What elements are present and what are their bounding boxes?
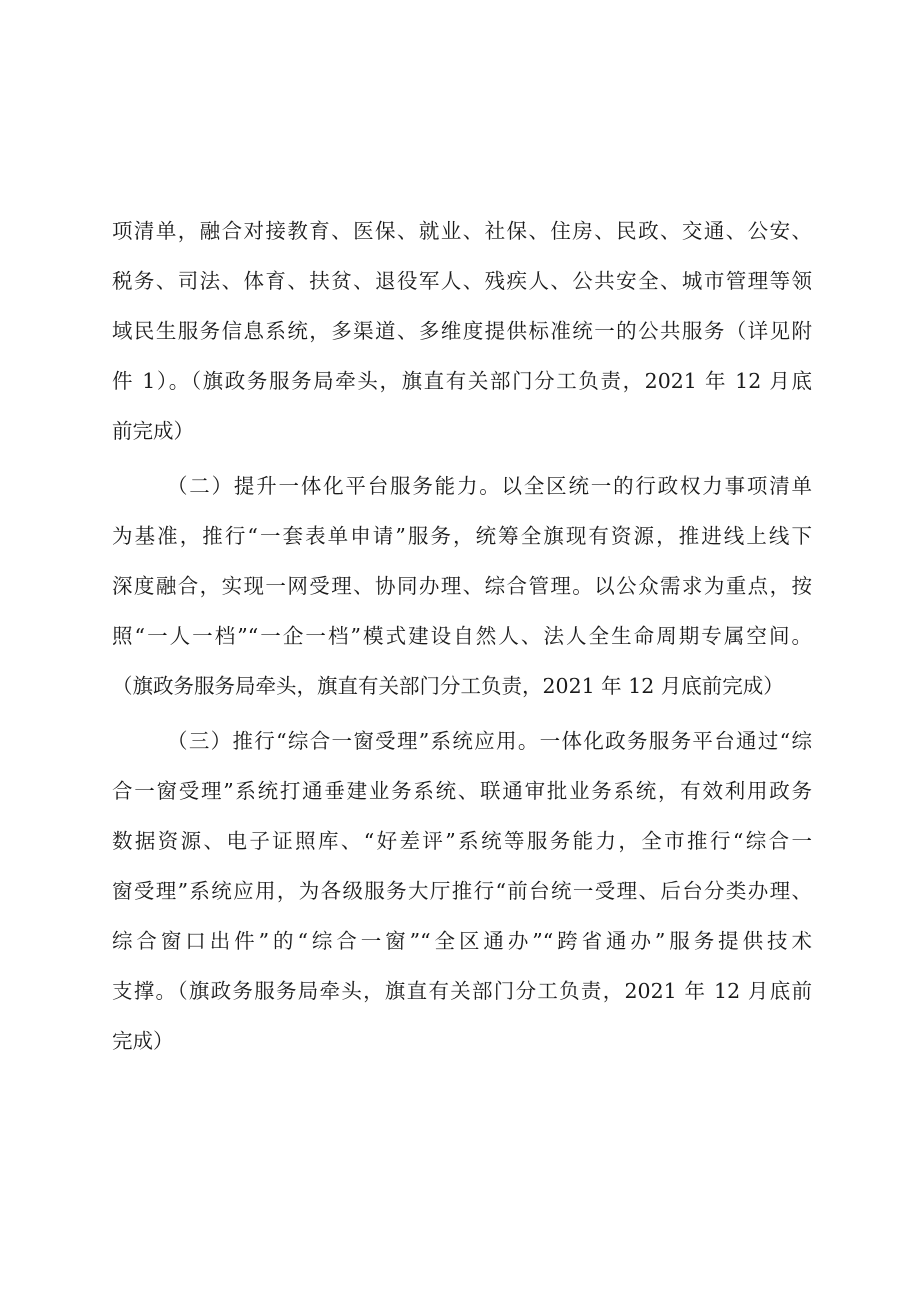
paragraph-line: 支撑。（旗政务服务局牵头，旗直有关部门分工负责，2021 年 12 月底前 bbox=[112, 979, 812, 1003]
paragraph-line: （旗政务服务局牵头，旗直有关部门分工负责，2021 年 12 月底前完成） bbox=[112, 674, 784, 698]
paragraph-line: 为基准，推行“一套表单申请”服务，统筹全旗现有资源，推进线上线下 bbox=[112, 524, 812, 548]
paragraph-3 bbox=[112, 716, 812, 1066]
paragraph-line: 数据资源、电子证照库、“好差评”系统等服务能力，全市推行“综合一 bbox=[112, 829, 812, 853]
paragraph-line: 综合窗口出件”的“综合一窗”“全区通办”“跨省通办”服务提供技术 bbox=[112, 929, 812, 953]
paragraph-line: 合一窗受理”系统打通垂建业务系统、联通审批业务系统，有效利用政务 bbox=[112, 779, 812, 803]
paragraph-line: 窗受理”系统应用，为各级服务大厅推行“前台统一受理、后台分类办理、 bbox=[112, 879, 812, 903]
paragraph-line: （三）推行“综合一窗受理”系统应用。一体化政务服务平台通过“综 bbox=[167, 729, 812, 753]
paragraph-line: 税务、司法、体育、扶贫、退役军人、残疾人、公共安全、城市管理等领 bbox=[112, 269, 812, 293]
paragraph-line: 完成） bbox=[112, 1029, 174, 1053]
paragraph-line: 项清单，融合对接教育、医保、就业、社保、住房、民政、交通、公安、 bbox=[112, 219, 812, 243]
paragraph-line: 前完成） bbox=[112, 419, 194, 443]
paragraph-line: 深度融合，实现一网受理、协同办理、综合管理。以公众需求为重点，按 bbox=[112, 574, 812, 598]
paragraph-1 bbox=[112, 206, 812, 456]
paragraph-line: 件 1）。（旗政务服务局牵头，旗直有关部门分工负责，2021 年 12 月底 bbox=[112, 369, 812, 393]
paragraph-2 bbox=[112, 461, 812, 711]
paragraph-line: 域民生服务信息系统，多渠道、多维度提供标准统一的公共服务（详见附 bbox=[112, 319, 812, 343]
paragraph-line: （二）提升一体化平台服务能力。以全区统一的行政权力事项清单 bbox=[167, 474, 812, 498]
paragraph-line: 照“一人一档”“一企一档”模式建设自然人、法人全生命周期专属空间。 bbox=[112, 624, 812, 648]
